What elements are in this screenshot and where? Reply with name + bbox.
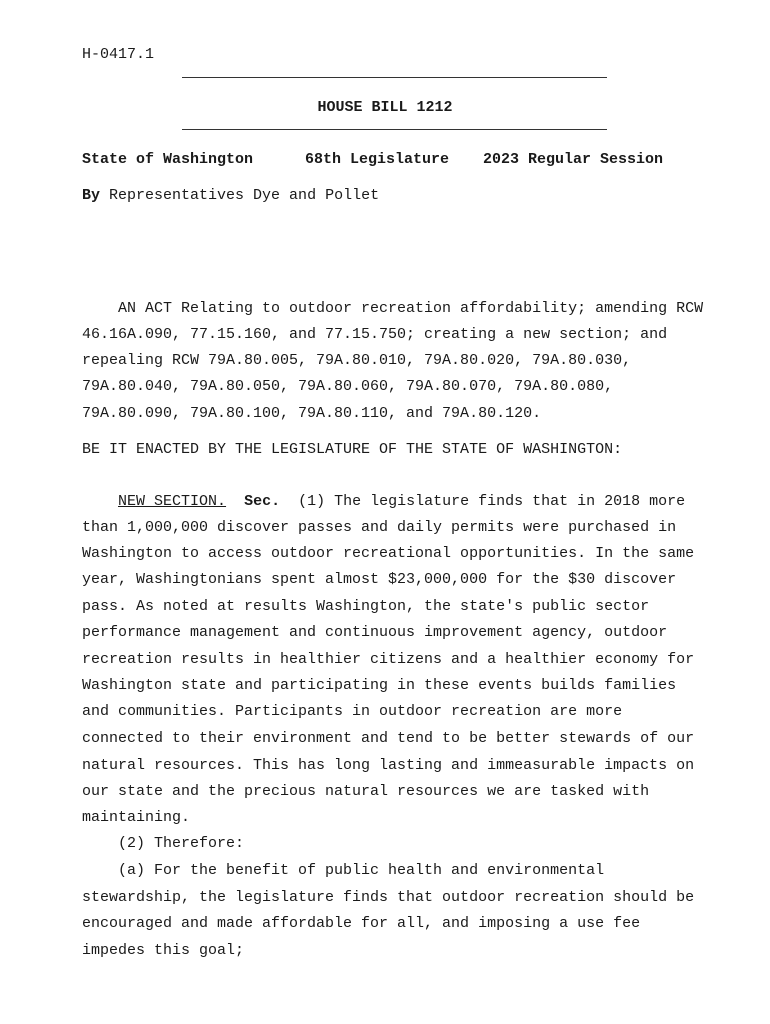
section-body-line: than 1,000,000 discover passes and daily permits were purchased in	[82, 519, 677, 536]
section-body-line: maintaining.	[82, 809, 191, 826]
section-body-line: performance management and continuous improvement agency, outdoor	[82, 624, 668, 641]
section-body-line: Washington state and participating in these events builds families	[82, 677, 677, 694]
act-line: 79A.80.090, 79A.80.100, 79A.80.110, and 79A.80.120.	[82, 405, 542, 422]
sponsors-by-label: By	[82, 187, 101, 204]
header-session: 2023 Regular Session	[483, 151, 664, 168]
act-line: repealing RCW 79A.80.005, 79A.80.010, 79A.80.020, 79A.80.030,	[82, 352, 632, 369]
sponsors-names: Representatives Dye and Pollet	[109, 187, 380, 204]
section-body-line: impedes this goal;	[82, 942, 245, 959]
section-body-line: (a) For the benefit of public health and environmental	[82, 862, 605, 879]
section-body-line: year, Washingtonians spent almost $23,000,000 for the $30 discover	[82, 571, 677, 588]
bill-title: HOUSE BILL 1212	[317, 99, 453, 116]
section-body-line: Washington to access outdoor recreational opportunities. In the same	[82, 545, 695, 562]
section-body-line: natural resources. This has long lasting and immeasurable impacts on	[82, 757, 695, 774]
enacting-clause: BE IT ENACTED BY THE LEGISLATURE OF THE STATE OF WASHINGTON:	[82, 441, 623, 458]
header-state: State of Washington	[82, 151, 254, 168]
sec-label: Sec.	[244, 493, 281, 510]
header-legislature: 68th Legislature	[305, 151, 450, 168]
section-body-line: connected to their environment and tend to be better stewards of our	[82, 730, 695, 747]
act-line: 79A.80.040, 79A.80.050, 79A.80.060, 79A.80.070, 79A.80.080,	[82, 378, 614, 395]
section-body-line: pass. As noted at results Washington, the state's public sector	[82, 598, 650, 615]
title-rule-bottom	[182, 129, 607, 130]
section-body-line: and communities. Participants in outdoor recreation are more	[82, 703, 623, 720]
title-rule-top	[182, 77, 607, 78]
section-body-line: encouraged and made affordable for all, and imposing a use fee	[82, 915, 641, 932]
section-first-line-text: (1) The legislature finds that in 2018 more	[280, 493, 686, 510]
document-id: H-0417.1	[82, 46, 155, 63]
act-line: AN ACT Relating to outdoor recreation affordability; amending RCW	[82, 300, 704, 317]
sponsors-line	[82, 187, 379, 205]
section-body-line: (2) Therefore:	[82, 835, 245, 852]
act-line: 46.16A.090, 77.15.160, and 77.15.750; creating a new section; and	[82, 326, 668, 343]
section-body-line: stewardship, the legislature finds that outdoor recreation should be	[82, 889, 695, 906]
section-body-line: recreation results in healthier citizens and a healthier economy for	[82, 651, 695, 668]
section-first-line	[82, 493, 685, 511]
new-section-label: NEW SECTION.	[118, 493, 227, 510]
section-body-line: our state and the precious natural resources we are tasked with	[82, 783, 650, 800]
